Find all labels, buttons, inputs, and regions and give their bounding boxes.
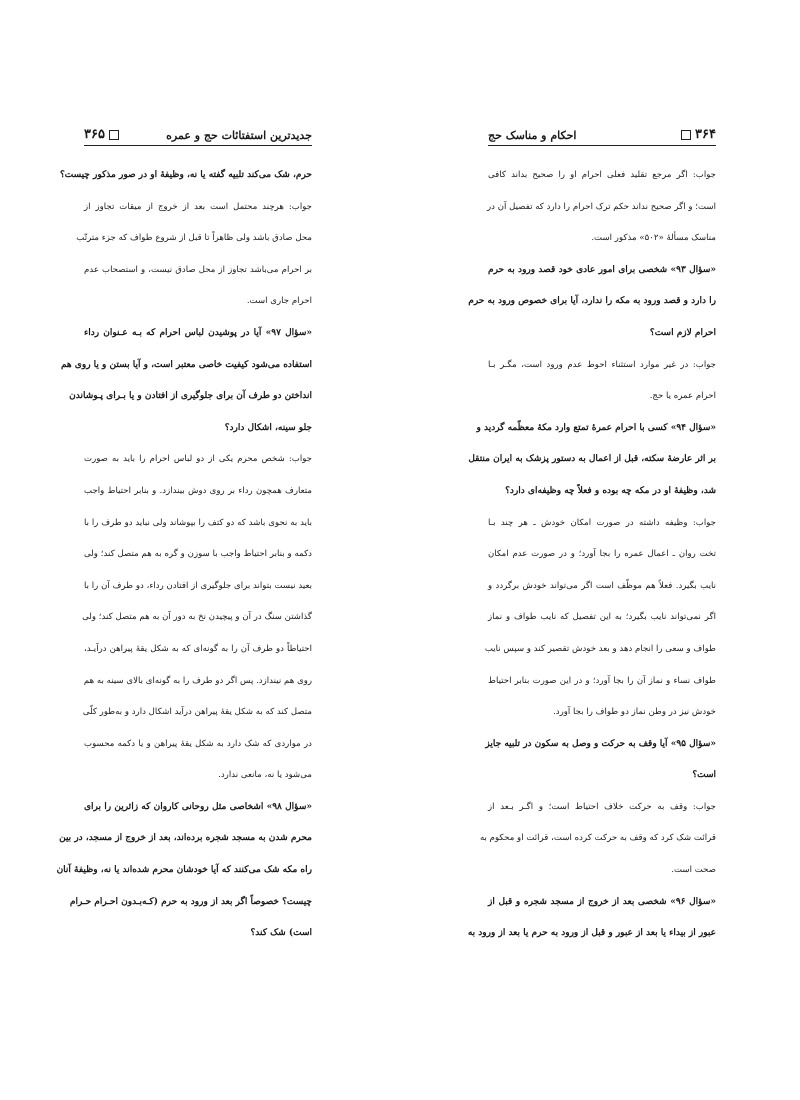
question-text-line: «سؤال ۹۳» شخصی برای امور عادی خود قصد ورود به حرم [488,264,716,275]
answer-text-line: روی هم نیندازد. پس اگر دو طرف را به گونه‌ای بالای سینه به هم [83,675,312,686]
answer-text-line: جواب: وظیفه داشته در صورت امکان خودش ـ هر چند بـا [488,517,716,528]
question-text-line: حرم، شک می‌کند تلبیه گفته یا نه، وظیفهٔ او در صور مذکور چیست؟ [59,170,312,180]
answer-text-line: اگر نمی‌تواند نایب بگیرد؛ به این تفصیل که نایب طواف و نماز [488,612,716,623]
question-text-line: احرام لازم است؟ [649,327,716,338]
square-box-icon [109,130,119,140]
answer-text-line: می‌شود یا نه، مانعی ندارد. [218,770,312,781]
answer-text-line: نایب بگیرد. فعلاً هم موظّف است اگر می‌تواند خودش برگردد و [488,580,716,591]
right-page [467,118,716,998]
answer-text-line: محل صادق باشد ولی ظاهراً تا قبل از شروع طواف که جزء مترتّب [76,233,312,244]
question-text-line: شد، وظیفهٔ او در مکه چه بوده و فعلاً چه وظیفه‌ای دارد؟ [505,485,716,496]
answer-text-line: است؛ و اگر صحیح نداند حکم ترک احرام را دارد که تفصیل آن در [487,201,716,212]
answer-text-line: خودش نیز در وطن نماز دو طواف را بجا آورد. [553,707,716,718]
answer-text-line: جواب: در غیر موارد استثناء احوط عدم ورود است، مگـر بـا [488,359,716,370]
answer-text-line: دکمه و بنابر احتیاط واجب با سوزن و گره به هم متصل کند؛ ولی [84,549,312,560]
answer-text-line: جواب: وقف به حرکت خلاف احتیاط است؛ و اگـر بـعد از [488,801,716,812]
question-text-line: جلو سینه، اشکال دارد؟ [224,422,312,433]
question-text-line: عبور از بیداء یا بعد از عبور و قبل از ورود به حرم یا بعد از ورود به [467,928,716,939]
answer-text-line: متصل کند که به شکل یقهٔ پیراهن درآید اشکال دارد و به‌طور کلّی [82,707,312,718]
question-text-line: «سؤال ۹۶» شخصی بعد از خروج از مسجد شجره و قبل از [488,896,716,907]
question-text-line: را دارد و قصد ورود به مکه را ندارد، آیا برای خصوص ورود به حرم [468,296,716,307]
question-text-line: محرم شدن به مسجد شجره برده‌اند، بعد از خروج از مسجد، در بین [59,833,312,844]
square-box-icon [681,130,691,140]
answer-text-line: قرائت شک کرد که وقف به حرکت کرده است، قرائت او محکوم به [479,833,716,844]
answer-text-line: در مواردی که شک دارد به شکل یقهٔ پیراهن و یا دکمه محسوب [84,738,312,749]
left-page-number-group [84,127,119,142]
answer-text-line: صحت است. [671,865,716,876]
left-page-header [84,118,312,146]
answer-text-line: بعید نیست بتواند برای جلوگیری از افتادن رداء، دو طرف آن را با [84,580,312,591]
answer-text-line: مناسک مسألهٔ «۵۰۲» مذکور است. [591,233,716,244]
right-page-body [467,160,716,950]
question-text-line: راه مکه شک می‌کنند که آیا خودشان محرم شده‌اند یا نه، وظیفهٔ آنان [56,865,312,876]
answer-text-line: جواب: هرچند محتمل است بعد از خروج از میقات تجاوز از [84,201,312,212]
question-text-line: استفاده می‌شود کیفیت خاصی معتبر است، و آیا بستن و یا روی هم [60,359,312,370]
answer-text-line: تخت روان ـ اعمال عمره را بجا آورد؛ و در صورت عدم امکان [488,549,716,560]
answer-text-line: طواف نساء و نماز آن را بجا آورد؛ و در این صورت بنابر احتیاط [488,675,716,686]
answer-text-line: احرام جاری است. [246,296,312,307]
answer-text-line: احتیاطاً دو طرف آن را به گونه‌ای که به شکل یقهٔ پیراهن درآیـد، [84,643,312,654]
answer-text-line: باید به نحوی باشد که دو کتف را بپوشاند ولی نباید دو طرف را با [84,517,312,528]
left-page [56,118,312,998]
question-text-line: «سؤال ۹۵» آیا وقف به حرکت و وصل به سکون در تلبیه جایز [485,738,716,749]
question-text-line: است؟ [692,770,716,781]
answer-text-line: جواب: شخص محرم یکی از دو لباس احرام را باید به صورت [84,454,312,465]
right-page-running-title: احکام و مناسک حج [488,129,577,142]
answer-text-line: جواب: اگر مرجع تقلید فعلی احرام او را صحیح بداند کافی [488,170,716,180]
question-text-line: چیست؟ خصوصاً اگر بعد از ورود به حرم (کـه‌بـدون احـرام حـرام [69,896,312,907]
question-text-line: «سؤال ۹۴» کسی با احرام عمرهٔ تمتع وارد مکهٔ معظّمه گردید و [476,422,716,433]
question-text-line: انداختن دو طرف آن برای جلوگیری از افتادن و یا بـرای پـوشاندن [69,391,312,402]
left-page-number: ۳۶۵ [84,127,105,142]
answer-text-line: گذاشتن سنگ در آن و پیچیدن نخ به دور آن به هم متصل کند؛ ولی [82,612,312,623]
answer-text-line: متعارف همچون رداء بر روی دوش بیندازد. و بنابر احتیاط واجب [84,485,312,496]
question-text-line: بر اثر عارضهٔ سکته، قبل از اعمال به دستور پزشک به ایران منتقل [468,454,716,465]
right-page-number-group [681,127,716,142]
answer-text-line: طواف و سعی را انجام دهد و بعد خودش تقصیر کند و سپس نایب [484,643,716,654]
question-text-line: «سؤال ۹۸» اشخاصی مثل روحانی کاروان که زائرین را برای [84,801,312,812]
question-text-line: است) شک کند؟ [250,928,312,939]
left-page-body [56,160,312,950]
left-page-running-title: جدیدترین استفتائات حج و عمره [166,129,312,142]
answer-text-line: بر احرام می‌باشد تجاوز از محل صادق نیست، و استصحاب عدم [84,264,312,275]
question-text-line: «سؤال ۹۷» آیا در پوشیدن لباس احرام که بـه عـنوان رداء [84,327,312,338]
right-page-header [488,118,716,146]
right-page-number: ۳۶۴ [695,127,716,142]
answer-text-line: احرام عمره یا حج. [649,391,716,402]
